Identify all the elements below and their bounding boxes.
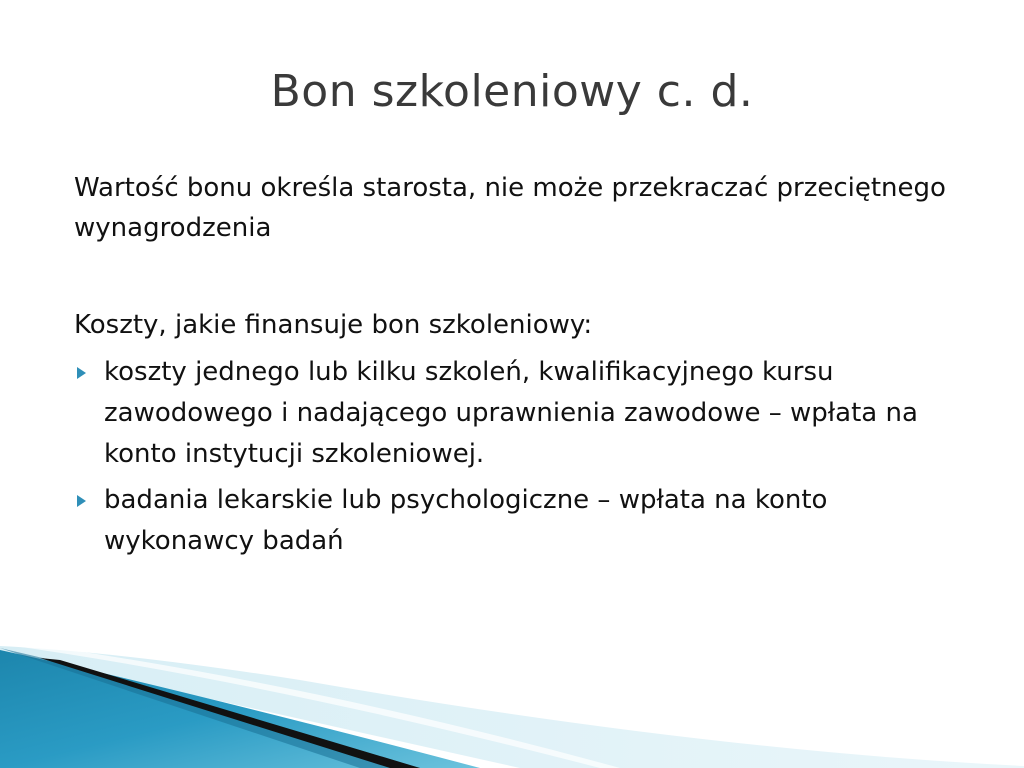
slide-title: Bon szkoleniowy c. d. xyxy=(270,66,754,117)
bullet-arrow-icon xyxy=(77,367,86,379)
bullet-text: badania lekarskie lub psychologiczne – wpłata na konto wykonawcy badań xyxy=(104,485,828,556)
paragraph-voucher-value: Wartość bonu określa starosta, nie może przekraczać przeciętnego wynagrodzenia xyxy=(74,173,946,243)
decorative-wave xyxy=(0,640,1024,768)
bullet-arrow-icon xyxy=(77,495,86,507)
slide-body xyxy=(74,168,974,567)
bullet-item xyxy=(74,480,974,562)
bullet-list xyxy=(74,352,974,562)
bullet-item xyxy=(74,352,974,475)
bullet-text: koszty jednego lub kilku szkoleń, kwalifikacyjnego kursu zawodowego i nadającego uprawnienia zawodowe – wpłata na konto instytucji szkoleniowej. xyxy=(104,357,918,469)
paragraph-costs-intro: Koszty, jakie finansuje bon szkoleniowy: xyxy=(74,310,593,340)
